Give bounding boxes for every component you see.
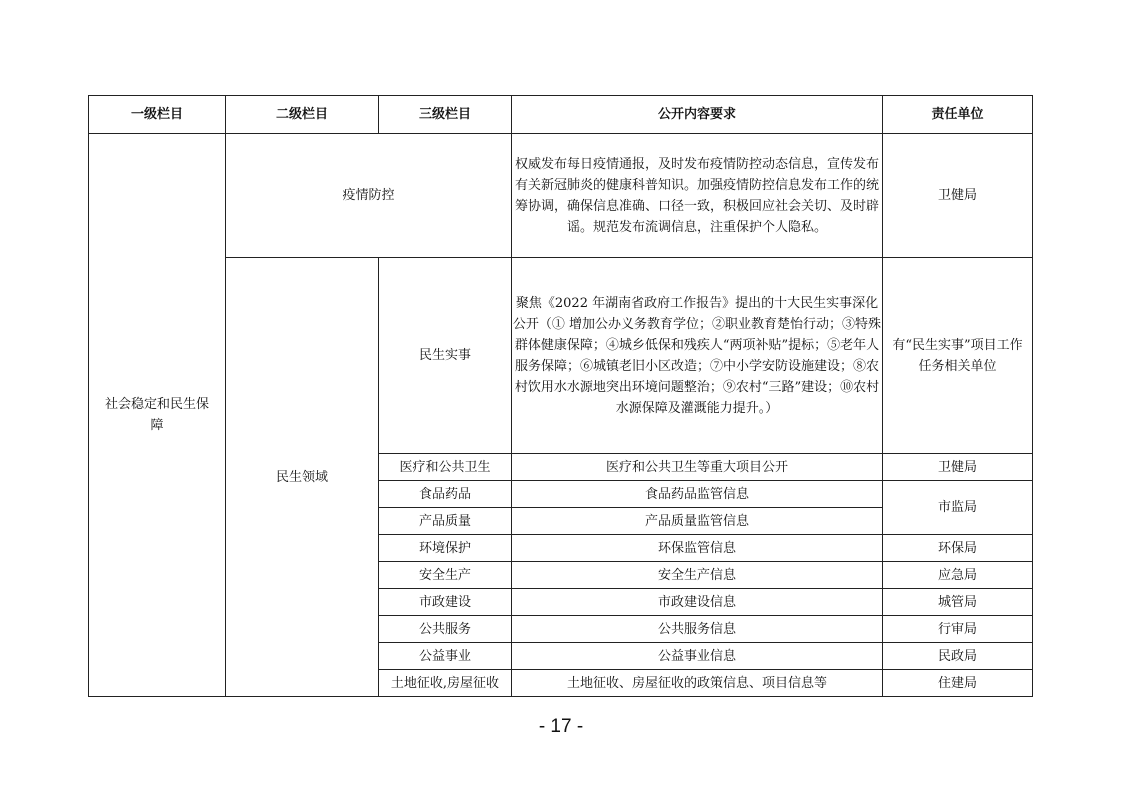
content-cell: 公益事业信息 xyxy=(512,643,883,670)
page-number: - 17 - xyxy=(538,716,584,737)
level3-cell: 公益事业 xyxy=(379,643,512,670)
level1-cell: 社会稳定和民生保障 xyxy=(89,134,226,697)
content-cell: 聚焦《2022 年湖南省政府工作报告》提出的十大民生实事深化公开（① 增加公办义务教育学位；②职业教育楚怡行动；③特殊群体健康保障；④城乡低保和残疾人“两项补贴”提标；⑤老年人服务保障；⑥城镇老旧小区改造；⑦中小学安防设施建设；⑧农村饮用水水源地突出环境问题整治；⑨农村“三路”建设；⑩农村水源保障及灌溉能力提升。） xyxy=(512,258,883,454)
content-cell: 医疗和公共卫生等重大项目公开 xyxy=(512,454,883,481)
epidemic-unit: 卫健局 xyxy=(883,134,1033,258)
content-cell: 安全生产信息 xyxy=(512,562,883,589)
content-cell: 环保监管信息 xyxy=(512,535,883,562)
disclosure-table xyxy=(88,95,1033,697)
unit-cell: 环保局 xyxy=(883,535,1033,562)
content-cell: 市政建设信息 xyxy=(512,589,883,616)
header-level1: 一级栏目 xyxy=(89,96,226,134)
epidemic-level2: 疫情防控 xyxy=(226,134,512,258)
level3-cell: 安全生产 xyxy=(379,562,512,589)
epidemic-content: 权威发布每日疫情通报，及时发布疫情防控动态信息，宣传发布有关新冠肺炎的健康科普知识。加强疫情防控信息发布工作的统筹协调，确保信息准确、口径一致，积极回应社会关切、及时辟谣。规范发布流调信息，注重保护个人隐私。 xyxy=(512,134,883,258)
level3-cell: 产品质量 xyxy=(379,508,512,535)
unit-cell: 市监局 xyxy=(883,481,1033,535)
header-level3: 三级栏目 xyxy=(379,96,512,134)
header-content: 公开内容要求 xyxy=(512,96,883,134)
table-row xyxy=(89,258,1033,454)
unit-cell: 城管局 xyxy=(883,589,1033,616)
unit-cell: 应急局 xyxy=(883,562,1033,589)
unit-cell: 有“民生实事”项目工作任务相关单位 xyxy=(883,258,1033,454)
header-unit: 责任单位 xyxy=(883,96,1033,134)
header-level2: 二级栏目 xyxy=(226,96,379,134)
level3-cell: 食品药品 xyxy=(379,481,512,508)
content-cell: 公共服务信息 xyxy=(512,616,883,643)
content-cell: 土地征收、房屋征收的政策信息、项目信息等 xyxy=(512,670,883,697)
header-row xyxy=(89,96,1033,134)
unit-cell: 民政局 xyxy=(883,643,1033,670)
level3-cell: 公共服务 xyxy=(379,616,512,643)
content-cell: 产品质量监管信息 xyxy=(512,508,883,535)
content-cell: 食品药品监管信息 xyxy=(512,481,883,508)
unit-cell: 卫健局 xyxy=(883,454,1033,481)
unit-cell: 行审局 xyxy=(883,616,1033,643)
level3-cell: 民生实事 xyxy=(379,258,512,454)
level3-cell: 土地征收,房屋征收 xyxy=(379,670,512,697)
livelihood-level2: 民生领域 xyxy=(226,258,379,697)
level3-cell: 医疗和公共卫生 xyxy=(379,454,512,481)
table-row xyxy=(89,134,1033,258)
unit-cell: 住建局 xyxy=(883,670,1033,697)
level3-cell: 市政建设 xyxy=(379,589,512,616)
level3-cell: 环境保护 xyxy=(379,535,512,562)
